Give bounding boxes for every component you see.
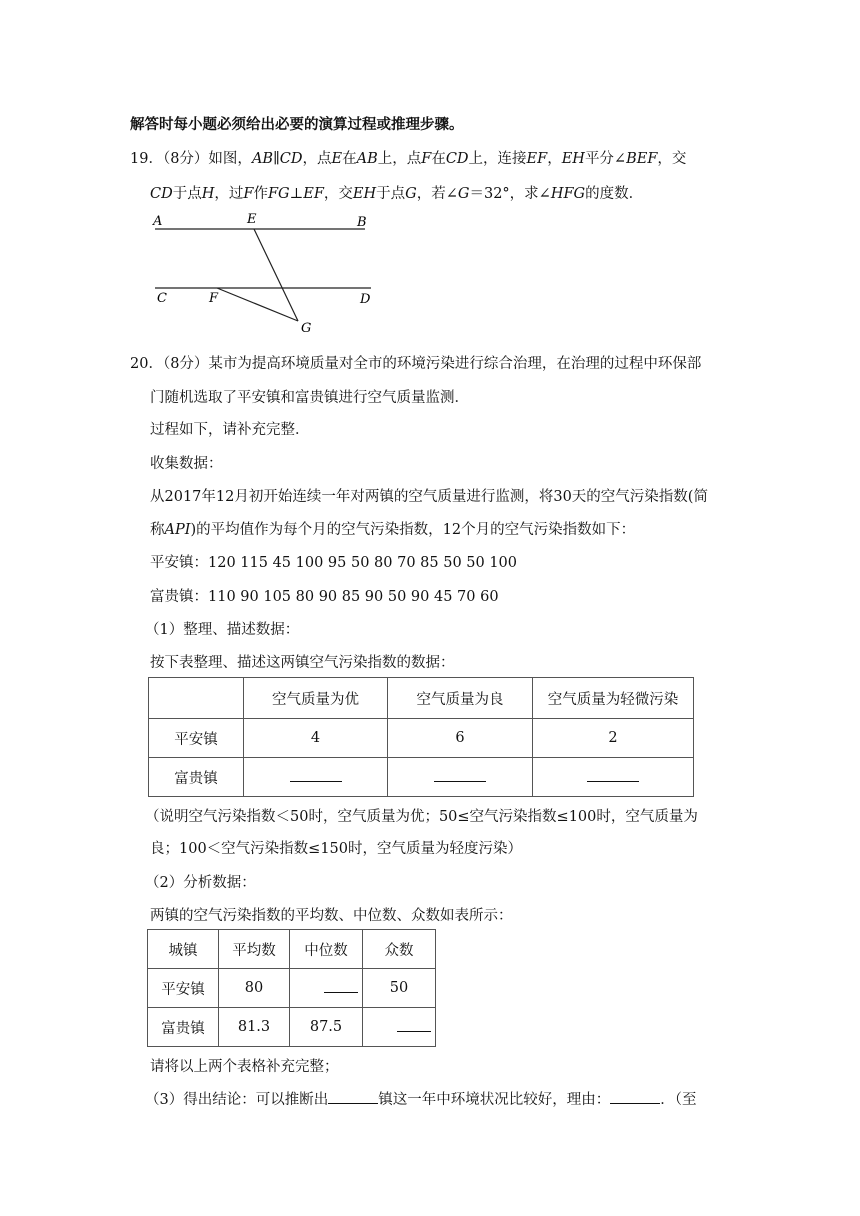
q19-text: ，若∠	[416, 186, 458, 202]
q19-text: ，	[547, 151, 562, 167]
q19-text: 于点	[376, 186, 406, 202]
table-row	[149, 758, 694, 797]
q20-line-2: 门随机选取了平安镇和富贵镇进行空气质量监测．	[150, 390, 469, 406]
q19-text: 的度数．	[585, 186, 644, 202]
q20-line-11: （2）分析数据：	[145, 875, 256, 891]
label-e: E	[247, 212, 257, 227]
q19-text: ，交	[657, 151, 687, 167]
label-f: F	[209, 291, 219, 306]
q19-math: F	[421, 151, 432, 167]
q20-line-3: 过程如下，请补充完整．	[150, 422, 310, 438]
town-name-cell: 平安镇	[148, 969, 219, 1008]
table-row	[149, 719, 694, 758]
town-name-cell: 富贵镇	[148, 1008, 219, 1047]
answer-blank[interactable]	[397, 1019, 431, 1032]
q20-line-1: 20．（8分）某市为提高环境质量对全市的环境污染进行综合治理，在治理的过程中环保部	[130, 356, 702, 372]
answer-blank[interactable]	[324, 980, 358, 993]
q20-line-14	[145, 1088, 696, 1109]
answer-blank[interactable]	[610, 1091, 660, 1104]
table-header-cell: 平均数	[219, 930, 290, 969]
table-cell: 6	[388, 719, 533, 758]
answer-blank[interactable]	[290, 769, 342, 782]
q20-text: 称	[150, 522, 165, 538]
quality-count-table	[148, 677, 694, 797]
table-row	[148, 1008, 436, 1047]
answer-blank-cell[interactable]	[533, 758, 694, 797]
town-name-cell: 平安镇	[149, 719, 244, 758]
table-row	[148, 969, 436, 1008]
answer-blank-cell[interactable]	[244, 758, 388, 797]
q19-math: G	[457, 186, 470, 202]
q19-text: 19．（8分）如图，	[130, 151, 252, 167]
q19-math: EH	[352, 186, 377, 202]
table-header-cell: 众数	[363, 930, 436, 969]
answer-blank-cell[interactable]	[363, 1008, 436, 1047]
q19-math: H	[201, 186, 215, 202]
q20-text: ．（至	[660, 1092, 697, 1108]
q19-math: CD	[445, 151, 469, 167]
q19-text: 在	[342, 151, 357, 167]
table-header-cell: 空气质量为良	[388, 678, 533, 719]
q20-line-10: 按下表整理、描述这两镇空气污染指数的数据：	[150, 655, 455, 671]
note-line-2: 良；100＜空气污染指数≤150时，空气质量为轻度污染）	[150, 841, 522, 857]
answer-blank-cell[interactable]	[388, 758, 533, 797]
table-header-row	[148, 930, 436, 969]
answer-blank[interactable]	[328, 1091, 378, 1104]
q19-text: ⊥	[289, 186, 304, 202]
table-cell: 80	[219, 969, 290, 1008]
q19-text: ∥	[273, 151, 280, 167]
q19-math: G	[405, 186, 417, 202]
q19-math: CD	[150, 186, 173, 202]
label-d: D	[360, 292, 371, 307]
q20-line-12: 两镇的空气污染指数的平均数、中位数、众数如表所示：	[150, 908, 513, 924]
q19-text: ＝32°，求∠	[469, 186, 551, 202]
statistics-table	[147, 929, 436, 1047]
q19-math: EF	[526, 151, 548, 167]
q20-text: （3）得出结论：可以推断出	[145, 1092, 329, 1108]
label-c: C	[157, 291, 167, 306]
label-a: A	[153, 214, 163, 229]
segment-fg	[217, 288, 298, 321]
q20-text: 镇这一年中环境状况比较好，理由：	[378, 1092, 611, 1108]
q19-math: FG	[267, 186, 290, 202]
q19-math: AB	[251, 151, 274, 167]
table-header-cell: 空气质量为优	[244, 678, 388, 719]
q20-line-8: 富贵镇：110 90 105 80 90 85 90 50 90 45 70 60	[150, 589, 499, 605]
q19-text: 平分∠	[584, 151, 627, 167]
q20-math: API	[164, 522, 191, 538]
q19-text: 上，连接	[468, 151, 527, 167]
q19-math: F	[243, 186, 254, 202]
q20-line-5: 从2017年12月初开始连续一年对两镇的空气质量进行监测，将30天的空气污染指数(简	[150, 489, 708, 505]
table-header-cell	[149, 678, 244, 719]
q20-line-4: 收集数据：	[150, 456, 223, 472]
label-b: B	[357, 215, 367, 230]
table-cell: 81.3	[219, 1008, 290, 1047]
q19-line-1	[130, 147, 686, 168]
segment-eg	[254, 229, 298, 321]
table-cell: 2	[533, 719, 694, 758]
q20-line-7: 平安镇：120 115 45 100 95 50 80 70 85 50 50 100	[150, 555, 518, 571]
q19-math: AB	[356, 151, 378, 167]
q19-text: 上，点	[377, 151, 422, 167]
table-header-cell: 空气质量为轻微污染	[533, 678, 694, 719]
table-cell: 4	[244, 719, 388, 758]
answer-blank[interactable]	[587, 769, 639, 782]
answer-blank[interactable]	[434, 769, 486, 782]
q19-text: ，过	[214, 186, 244, 202]
geometry-figure	[145, 205, 385, 340]
q19-math: EH	[561, 151, 585, 167]
q19-math: CD	[279, 151, 303, 167]
note-line-1: （说明空气污染指数＜50时，空气质量为优；50≤空气污染指数≤100时，空气质量为	[145, 809, 698, 825]
table-header-row	[149, 678, 694, 719]
answer-blank-cell[interactable]	[290, 969, 363, 1008]
q19-math: HFG	[550, 186, 586, 202]
table-cell: 50	[363, 969, 436, 1008]
q19-text: ，交	[323, 186, 353, 202]
q19-text: 在	[431, 151, 446, 167]
town-name-cell: 富贵镇	[149, 758, 244, 797]
table-header-cell: 中位数	[290, 930, 363, 969]
q19-math: BEF	[626, 151, 658, 167]
q19-math: E	[331, 151, 343, 167]
q19-text: 作	[253, 186, 268, 202]
section-intro: 解答时每小题必须给出必要的演算过程或推理步骤。	[130, 116, 464, 133]
q20-line-9: （1）整理、描述数据：	[145, 622, 300, 638]
q19-text: ，点	[302, 151, 332, 167]
label-g: G	[301, 321, 312, 336]
q20-text: )的平均值作为每个月的空气污染指数，12个月的空气污染指数如下：	[190, 522, 636, 538]
q19-line-2	[150, 182, 643, 203]
q20-line-6	[150, 518, 635, 539]
q20-line-13: 请将以上两个表格补充完整；	[150, 1059, 339, 1075]
q19-text: 于点	[172, 186, 202, 202]
table-cell: 87.5	[290, 1008, 363, 1047]
table-header-cell: 城镇	[148, 930, 219, 969]
q19-math: EF	[303, 186, 324, 202]
